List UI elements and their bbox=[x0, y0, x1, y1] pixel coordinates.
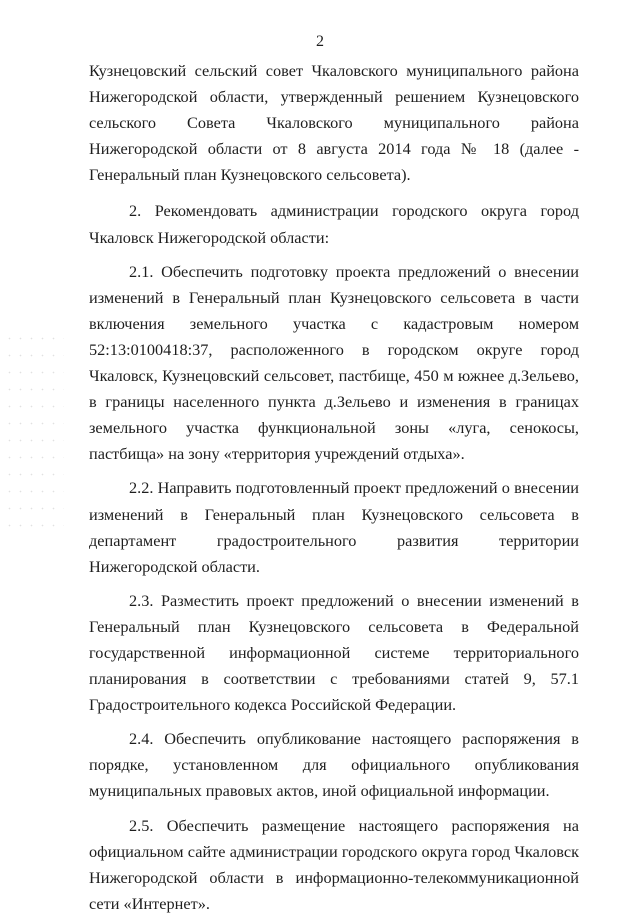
paragraph-item-2-1: 2.1. Обеспечить подготовку проекта предложений о внесении изменений в Генеральный план Кузнецовского сельсовета в части включения земельного участка с кадастровым номером 52:13:0100418:37, расположенного в городском округе город Чкаловск, Кузнецовский сельсовет, пастбище, 450 м южнее д.Зельево, в границы населенного пункта д.Зельево и изменения в границах земельного участка функциональной зоны «луга, сенокосы, пастбища» на зону «территория учреждений отдыха». bbox=[89, 261, 579, 464]
document-body bbox=[89, 58, 579, 917]
paragraph-item-2-5: 2.5. Обеспечить размещение настоящего распоряжения на официальном сайте администрации городского округа город Чкаловск Нижегородской области в информационно-телекоммуникационной сети «Интернет». bbox=[89, 815, 579, 913]
scan-artifact bbox=[4, 330, 64, 530]
paragraph-item-2: 2. Рекомендовать администрации городского округа город Чкаловск Нижегородской области: bbox=[89, 201, 579, 247]
paragraph-item-2-3: 2.3. Разместить проект предложений о внесении изменений в Генеральный план Кузнецовского сельсовета в Федеральной государственной информационной системе территориального планирования в соответствии с требованиями статей 9, 57.1 Градостроительного кодекса Российской Федерации. bbox=[89, 590, 579, 715]
paragraph-continuation: Кузнецовский сельский совет Чкаловского муниципального района Нижегородской области, утвержденный решением Кузнецовского сельского Совета Чкаловского муниципального района Нижегородской области от 8 августа 2014 года № 18 (далее - Генеральный план Кузнецовского сельсовета). bbox=[89, 61, 579, 185]
paragraph-item-2-2: 2.2. Направить подготовленный проект предложений о внесении изменений в Генеральный план Кузнецовского сельсовета в департамент градостроительного развития территории Нижегородской области. bbox=[89, 478, 579, 576]
paragraph-item-2-4: 2.4. Обеспечить опубликование настоящего распоряжения в порядке, установленном для официального опубликования муниципальных правовых актов, иной официальной информации. bbox=[89, 729, 579, 801]
page-number: 2 bbox=[316, 33, 324, 50]
